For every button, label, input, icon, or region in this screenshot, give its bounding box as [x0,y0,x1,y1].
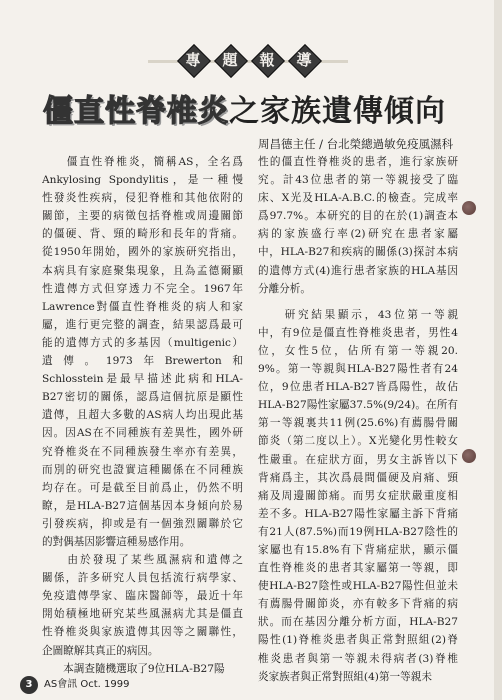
text-line: 本調查隨機選取了9位HLA-B27陽 [42,662,225,675]
banner-char: 專 [185,51,201,69]
banner-diamond [289,45,319,75]
text-line: HLA-B27陽性家屬37.5%(9/24)。在所有 [258,399,458,412]
article-title [43,92,463,132]
text-line: 能的遺傳方式的多基因（multigenic） [42,336,243,349]
text-line: 使HLA-B27陰性或HLA-B27陽性但並未 [258,580,458,593]
text-line: 免疫遺傳學家、臨床醫師等，最近十年 [42,590,243,603]
right-text-column [258,153,458,686]
text-line: 瞭，是HLA-B27這個基因本身傾向於易 [42,499,243,512]
banner-char: 報 [259,51,275,69]
section-banner [178,45,318,79]
text-line: 的僵硬、背、頸的畸形和長年的背痛。 [42,228,243,241]
text-line: 家屬也有15.8%有下背痛症狀，顯示僵 [258,543,458,556]
text-line: 性的僵直性脊椎炎的患者，進行家族研 [258,156,458,168]
text-line: 有21人(87.5%)而19例HLA-B27陰性的 [258,525,458,538]
text-line: 中，有9位是僵直性脊椎炎患者，男性4 [258,326,458,339]
binder-hole-top [462,201,476,215]
text-line: 遺傳。1973年Brewerton和 [42,355,243,368]
text-line: 椎炎患者與第一等親未得病者(3)脊椎 [258,652,458,665]
binder-hole-bottom [462,449,476,463]
text-line: 中，HLA-B27和疾病的關係(3)探討本病 [258,246,458,259]
text-line: Ankylosing Spondylitis，是一種慢 [42,174,243,187]
text-line: 均存在。可是截至目前爲止，仍然不明 [42,481,243,494]
banner-char: 題 [222,51,238,69]
text-line: 直性脊椎炎的患者其家屬第一等親，即 [258,562,458,575]
text-line: 從1950年開始，國外的家族研究指出， [42,246,243,259]
page-number: 3 [20,676,38,694]
text-line: 節炎（第二度以上）。X光變化男性較女 [258,435,458,448]
banner-diamond [215,45,245,75]
text-line: 關節，主要的病徵包括脊椎或周邊關節 [42,210,243,223]
text-line: 企圖瞭解其真正的病因。 [42,644,159,657]
text-line: 究。計43位患者的第一等親接受了臨 [258,174,458,187]
text-line: 開始積極地研究某些風濕病尤其是僵直 [42,608,243,621]
text-line: 痛及周邊關節痛。而男女症狀嚴重度相 [258,489,458,502]
text-line: 陽性(1)脊椎炎患者與正常對照組(2)脊 [258,634,458,647]
text-line: 的遺傳方式(4)進行患者家族的HLA基因 [258,264,458,277]
text-line: Lawrence對僵直性脊椎炎的病人和家 [42,300,243,313]
banner-char: 導 [296,51,312,69]
text-line: 分離分析。 [258,282,311,295]
text-line: 僵直性脊椎炎，簡稱AS，全名爲 [42,156,243,168]
text-line: 究脊椎炎在不同種族發生率亦有差異， [42,445,243,458]
text-line: 炎家族者與正常對照組(4)第一等親未 [258,670,432,683]
text-line: 有薦腸骨關節炎，亦有較多下背痛的病 [258,598,458,611]
text-line: 位，9位患者HLA-B27皆爲陽性，故佔 [258,381,458,394]
title-outline-part: 僵直性脊椎炎 [43,94,229,129]
text-line: 性脊椎炎與家族遺傳其因等之關聯性， [42,626,243,639]
banner-diamond [252,45,282,75]
text-line: 關係，許多研究人員包括流行病學家、 [42,572,243,585]
text-line: 病的家族盛行率(2)研究在患者家屬 [258,228,458,241]
text-line: 而別的研究也證實這種關係在不同種族 [42,463,243,476]
author-byline: 周昌德主任 ∕ 台北榮總過敏免疫風濕科 [258,137,454,151]
banner-diamond [178,45,208,75]
text-line: 性發炎性疾病，侵犯脊椎和其他依附的 [42,192,243,205]
text-line: 研究結果顯示，43位第一等親 [258,308,458,321]
text-line: 因。因AS在不同種族有差異性，國外研 [42,427,243,440]
text-line: Schlosstein是最早描述此病和HLA- [42,373,243,386]
text-line: 差不多。HLA-B27陽性家屬主訴下背痛 [258,507,458,520]
text-line: 本病具有家庭聚集現象，且為孟德爾顯 [42,264,243,277]
text-line: 屬，進行更完整的調查，結果認爲最可 [42,318,243,331]
text-line: 9%。第一等親與HLA-B27陽性者有24 [258,363,458,376]
text-line: 由於發現了某些風濕病和遺傳之 [42,554,243,567]
text-line: 背痛爲主，其次爲晨間僵硬及肩痛、頸 [258,471,458,484]
title-solid-part: 之家族遺傳傾向 [229,94,446,129]
text-line: 位，女性5位，佔所有第一等親20. [258,344,458,357]
text-line: 性嚴重。在症狀方面，男女主訴皆以下 [258,453,458,466]
text-line: 第一等親裏共11例(25.6%)有薦腸骨關 [258,417,458,430]
text-line: 的對偶基因影響這種易感作用。 [42,535,191,548]
text-line: 狀。而在基因分離分析方面，HLA-B27 [258,616,458,629]
text-line: 遺傳，且超大多數的AS病人均出現此基 [42,409,243,422]
text-line: 性遺傳方式但穿透力不完全。1967年 [42,282,243,295]
page-footer [20,676,129,694]
text-line: 爲97.7%。本研究的目的在於(1)調查本 [258,210,458,223]
text-line: 引發疾病，抑或是有一個強烈關聯於它 [42,517,243,530]
text-line [258,298,458,306]
text-line: 床、X光及HLA-A.B.C.的檢查。完成率 [258,192,458,205]
left-text-column [42,153,243,678]
page-edge-shadow [494,0,502,700]
text-line: B27密切的關係，認爲這個抗原是顯性 [42,391,243,404]
publication-name: AS會訊 Oct. 1999 [44,679,130,690]
